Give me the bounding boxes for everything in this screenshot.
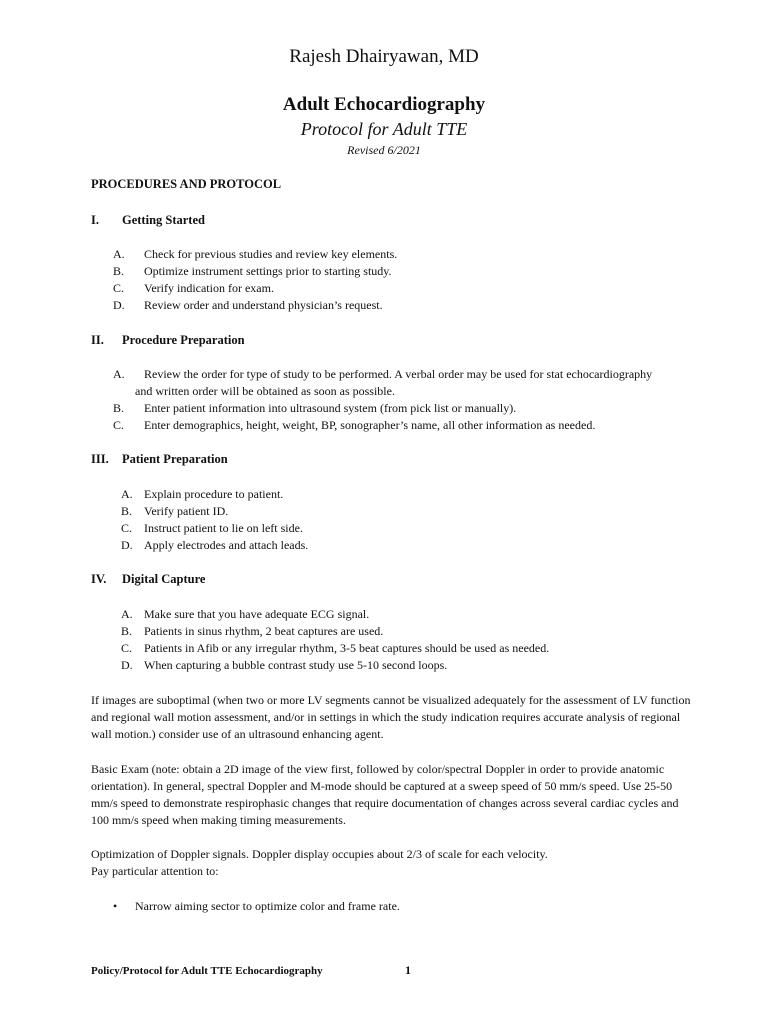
paragraph: Pay particular attention to: (91, 864, 219, 878)
list-item: B. Patients in sinus rhythm, 2 beat captures are used. (121, 624, 384, 638)
bullet-icon: • (113, 899, 118, 913)
list-item: A. Explain procedure to patient. (121, 487, 284, 501)
list-item: B. Enter patient information into ultrasound system (from pick list or manually). (113, 401, 517, 415)
list-item: C. Verify indication for exam. (113, 281, 274, 295)
section-number: II. (91, 333, 104, 347)
document-title: Adult Echocardiography (282, 94, 486, 115)
author-name: Rajesh Dhairyawan, MD (289, 46, 479, 67)
list-item: B. Verify patient ID. (121, 504, 229, 518)
list-item: A. Make sure that you have adequate ECG signal. (121, 607, 370, 621)
section-title (91, 452, 228, 467)
section-label: Patient Preparation (122, 452, 228, 466)
section-label: Getting Started (122, 213, 205, 227)
paragraph: If images are suboptimal (when two or more LV segments cannot be visualized adequately for the assessment of LV function and regional wall motion assessment, and/or in settings in which the study indication requires accurate analysis of regional wall motion.) consider use of an ultrasound enhancing agent. (91, 693, 691, 741)
section-title (91, 333, 245, 348)
list-item: A. Check for previous studies and review key elements. (113, 247, 398, 261)
section-label: Digital Capture (122, 572, 206, 586)
section-number: I. (91, 213, 99, 227)
paragraph: Optimization of Doppler signals. Doppler display occupies about 2/3 of scale for each velocity. (91, 847, 548, 861)
list-item: D. Apply electrodes and attach leads. (121, 538, 309, 552)
page-number: 1 (405, 963, 411, 977)
list-item: C. Enter demographics, height, weight, BP, sonographer’s name, all other information as needed. (113, 418, 596, 432)
list-item-continuation: and written order will be obtained as soon as possible. (135, 384, 395, 398)
section-title (91, 572, 205, 587)
section-label: Procedure Preparation (122, 333, 245, 347)
list-item: D. Review order and understand physician’s request. (113, 298, 383, 312)
list-item: C. Patients in Afib or any irregular rhythm, 3-5 beat captures should be used as needed. (121, 641, 550, 655)
list-item: C. Instruct patient to lie on left side. (121, 521, 303, 535)
revision-date: Revised 6/2021 (347, 143, 421, 157)
list-item: A. Review the order for type of study to be performed. A verbal order may be used for stat echocardiography (113, 367, 653, 381)
section-title (91, 213, 205, 228)
section-heading: PROCEDURES AND PROTOCOL (91, 177, 282, 191)
page-footer: Policy/Protocol for Adult TTE Echocardiography (91, 965, 323, 977)
document-subtitle: Protocol for Adult TTE (300, 119, 468, 139)
paragraph: Basic Exam (note: obtain a 2D image of the view first, followed by color/spectral Doppler in order to provide anatomic orientation). In general, spectral Doppler and M-mode should be captured at a sweep speed of 50 mm/s speed. Use 25-50 mm/s speed to demonstrate respirophasic changes that require documentation of changes across several cardiac cycles and 100 mm/s speed when making timing measurements. (91, 762, 679, 827)
section-number: III. (91, 452, 109, 466)
bullet-item: • Narrow aiming sector to optimize color and frame rate. (113, 899, 400, 913)
section-number: IV. (91, 572, 107, 586)
list-item: D. When capturing a bubble contrast study use 5-10 second loops. (121, 658, 448, 672)
list-item: B. Optimize instrument settings prior to starting study. (113, 264, 392, 278)
